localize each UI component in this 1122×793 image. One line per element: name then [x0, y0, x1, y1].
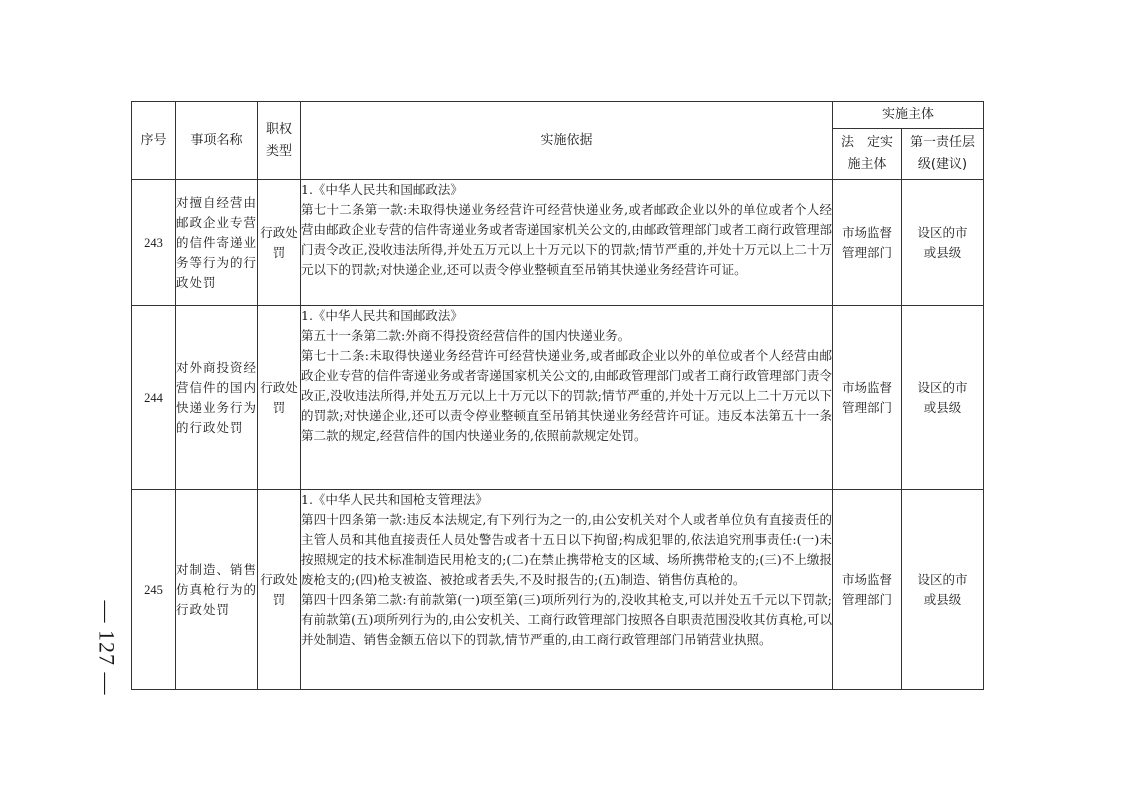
row-basis [301, 180, 833, 306]
row-item-name: 对擅自经营由邮政企业专营的信件寄递业务等行为的行政处罚 [176, 180, 258, 306]
row-power-type: 行政处罚 [258, 306, 301, 490]
row-legal-subject [833, 490, 902, 690]
basis-paragraph: 1.《中华人民共和国枪支管理法》 [301, 492, 488, 507]
row-number: 243 [132, 180, 176, 306]
table-row [132, 490, 984, 690]
row-legal-subject-text: 市场监督管理部门 [841, 571, 892, 607]
row-item-name: 对制造、销售仿真枪行为的行政处罚 [176, 490, 258, 690]
row-power-type: 行政处罚 [258, 180, 301, 306]
header-first-level-text: 第一责任层级(建议) [909, 135, 975, 172]
header-basis: 实施依据 [301, 102, 833, 180]
basis-paragraph: 1.《中华人民共和国邮政法》 [301, 308, 463, 323]
table-row [132, 180, 984, 306]
row-legal-subject [833, 180, 902, 306]
table-row [132, 306, 984, 490]
header-item-name: 事项名称 [176, 102, 258, 180]
header-legal-subject [833, 129, 902, 180]
row-first-level-text: 设区的市或县级 [917, 379, 968, 415]
header-power-type-text: 职权类型 [265, 121, 292, 159]
row-legal-subject-text: 市场监督管理部门 [841, 224, 892, 260]
basis-paragraph: 第四十四条第二款:有前款第(一)项至第(三)项所列行为的,没收其枪支,可以并处五千元以下罚款;有前款第(五)项所列行为的,由公安机关、工商行政管理部门按照各自职责范围没收其仿真枪,可以并处制造、销售金额五倍以下的罚款,情节严重的,由工商行政管理部门吊销营业执照。 [301, 592, 832, 647]
row-first-level-text: 设区的市或县级 [917, 224, 968, 260]
row-first-level-text: 设区的市或县级 [917, 571, 968, 607]
row-legal-subject [833, 306, 902, 490]
header-power-type [258, 102, 301, 180]
header-subject: 实施主体 [833, 102, 984, 129]
row-first-level [902, 306, 984, 490]
page-number [86, 598, 126, 698]
table-header [132, 102, 984, 180]
row-number: 244 [132, 306, 176, 490]
header-seq: 序号 [132, 102, 176, 180]
basis-paragraph: 1.《中华人民共和国邮政法》 [301, 182, 463, 197]
basis-paragraph: 第四十四条第一款:违反本法规定,有下列行为之一的,由公安机关对个人或者单位负有直接责任的主管人员和其他直接责任人员处警告或者十五日以下拘留;构成犯罪的,依法追究刑事责任:(一)未按照规定的技术标准制造民用枪支的;(二)在禁止携带枪支的区域、场所携带枪支的;(三)不上缴报废枪支的;(四)枪支被盗、被抢或者丢失,不及时报告的;(五)制造、销售仿真枪的。 [301, 512, 832, 587]
row-basis [301, 306, 833, 490]
row-first-level [902, 180, 984, 306]
page-number-text: — 127 — [94, 600, 119, 696]
row-legal-subject-text: 市场监督管理部门 [841, 379, 892, 415]
row-basis [301, 490, 833, 690]
basis-paragraph: 第七十二条第一款:未取得快递业务经营许可经营快递业务,或者邮政企业以外的单位或者个人经营由邮政企业专营的信件寄递业务或者寄递国家机关公文的,由邮政管理部门或者工商行政管理部门责令改正,没收违法所得,并处五万元以上十万元以下的罚款;情节严重的,并处十万元以上二十万元以下的罚款;对快递企业,还可以责令停业整顿直至吊销其快递业务经营许可证。 [301, 202, 832, 277]
basis-paragraph: 第五十一条第二款:外商不得投资经营信件的国内快递业务。 [301, 328, 631, 343]
header-first-level [902, 129, 984, 180]
row-item-name: 对外商投资经营信件的国内快递业务行为的行政处罚 [176, 306, 258, 490]
row-first-level [902, 490, 984, 690]
basis-paragraph: 第七十二条:未取得快递业务经营许可经营快递业务,或者邮政企业以外的单位或者个人经营由邮政企业专营的信件寄递业务或者寄递国家机关公文的,由邮政管理部门或者工商行政管理部门责令改正,没收违法所得,并处五万元以上十万元以下的罚款;情节严重的,并处十万元以上二十万元以下的罚款;对快递企业,还可以责令停业整顿直至吊销其快递业务经营许可证。违反本法第五十一条第二款的规定,经营信件的国内快递业务的,依照前款规定处罚。 [301, 348, 832, 443]
row-power-type: 行政处罚 [258, 490, 301, 690]
header-legal-subject-text: 法 定实施主体 [840, 135, 893, 172]
enforcement-items-table [131, 101, 984, 690]
row-number: 245 [132, 490, 176, 690]
